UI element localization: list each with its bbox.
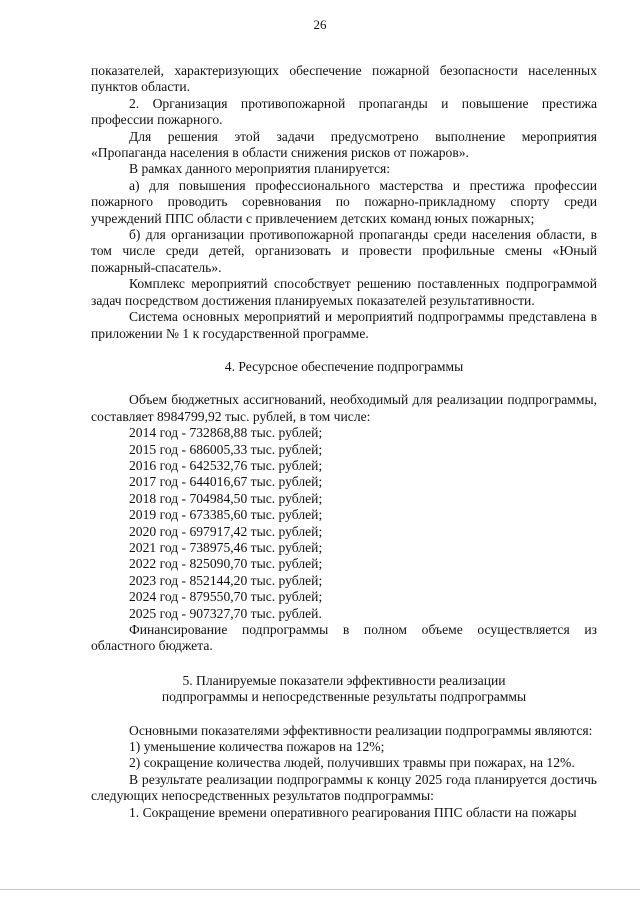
document-body [91, 63, 597, 821]
funding-year-2016: 2016 год - 642532,76 тыс. рублей; [129, 457, 323, 473]
funding-by-year-list [91, 425, 597, 622]
funding-year-2023: 2023 год - 852144,20 тыс. рублей; [129, 572, 323, 588]
funding-year-2018: 2018 год - 704984,50 тыс. рублей; [129, 490, 323, 506]
result-1: 1. Сокращение времени оперативного реагирования ППС области на пожары [129, 804, 577, 820]
paragraph-item-b: б) для организации противопожарной пропаганды среди населения области, в том числе среди детей, организовать и провести профильные смены «Юный пожарный-спасатель». [91, 227, 597, 275]
funding-year-2017: 2017 год - 644016,67 тыс. рублей; [129, 474, 323, 490]
funding-year-2022: 2022 год - 825090,70 тыс. рублей; [129, 556, 323, 572]
funding-intro: Объем бюджетных ассигнований, необходимый для реализации подпрограммы, составляет 8984799,92 тыс. рублей, в том числе: [91, 392, 597, 424]
paragraph-system: Система основных мероприятий и мероприятий подпрограммы представлена в приложении № 1 к государственной программе. [91, 309, 597, 341]
indicator-2: 2) сокращение количества людей, получивших травмы при пожарах, на 12%. [129, 755, 575, 771]
indicator-1: 1) уменьшение количества пожаров на 12%; [129, 739, 385, 755]
financing-source: Финансирование подпрограммы в полном объеме осуществляется из областного бюджета. [91, 622, 597, 654]
paragraph-task: Для решения этой задачи предусмотрено выполнение мероприятия «Пропаганда населения в области снижения рисков от пожаров». [91, 128, 597, 161]
paragraph-complex: Комплекс мероприятий способствует решению поставленных подпрограммой задач посредством достижения планируемых показателей результативности. [91, 276, 597, 308]
funding-year-2025: 2025 год - 907327,70 тыс. рублей. [129, 605, 322, 621]
section-5-title-line-1: 5. Планируемые показатели эффективности реализации [182, 672, 506, 688]
funding-year-2021: 2021 год - 738975,46 тыс. рублей; [129, 539, 323, 555]
paragraph-planned: В рамках данного мероприятия планируется: [129, 161, 391, 177]
scan-bottom-edge [0, 889, 640, 890]
section-4-title: 4. Ресурсное обеспечение подпрограммы [224, 358, 464, 374]
section-5-title-line-2: подпрограммы и непосредственные результаты подпрограммы [161, 689, 527, 705]
funding-year-2014: 2014 год - 732868,88 тыс. рублей; [129, 425, 323, 441]
funding-year-2019: 2019 год - 673385,60 тыс. рублей; [129, 507, 323, 523]
paragraph-item-2: 2. Организация противопожарной пропаганды и повышение престижа профессии пожарного. [91, 95, 597, 128]
page-number: 26 [313, 17, 327, 32]
indicators-intro: Основными показателями эффективности реализации подпрограммы являются: [129, 722, 593, 738]
funding-year-2015: 2015 год - 686005,33 тыс. рублей; [129, 441, 323, 457]
funding-year-2024: 2024 год - 879550,70 тыс. рублей; [129, 589, 323, 605]
paragraph-item-a: а) для повышения профессионального мастерства и престижа профессии пожарного проводить соревнования по пожарно-прикладному спорту среди учреждений ППС области с привлечением детских команд юных пожарных; [91, 177, 597, 226]
funding-year-2020: 2020 год - 697917,42 тыс. рублей; [129, 523, 323, 539]
paragraph-continuation: показателей, характеризующих обеспечение пожарной безопасности населенных пунктов области. [91, 63, 597, 95]
results-intro: В результате реализации подпрограммы к концу 2025 года планируется достичь следующих непосредственных результатов подпрограммы: [91, 771, 597, 804]
section-5-title [91, 673, 597, 706]
